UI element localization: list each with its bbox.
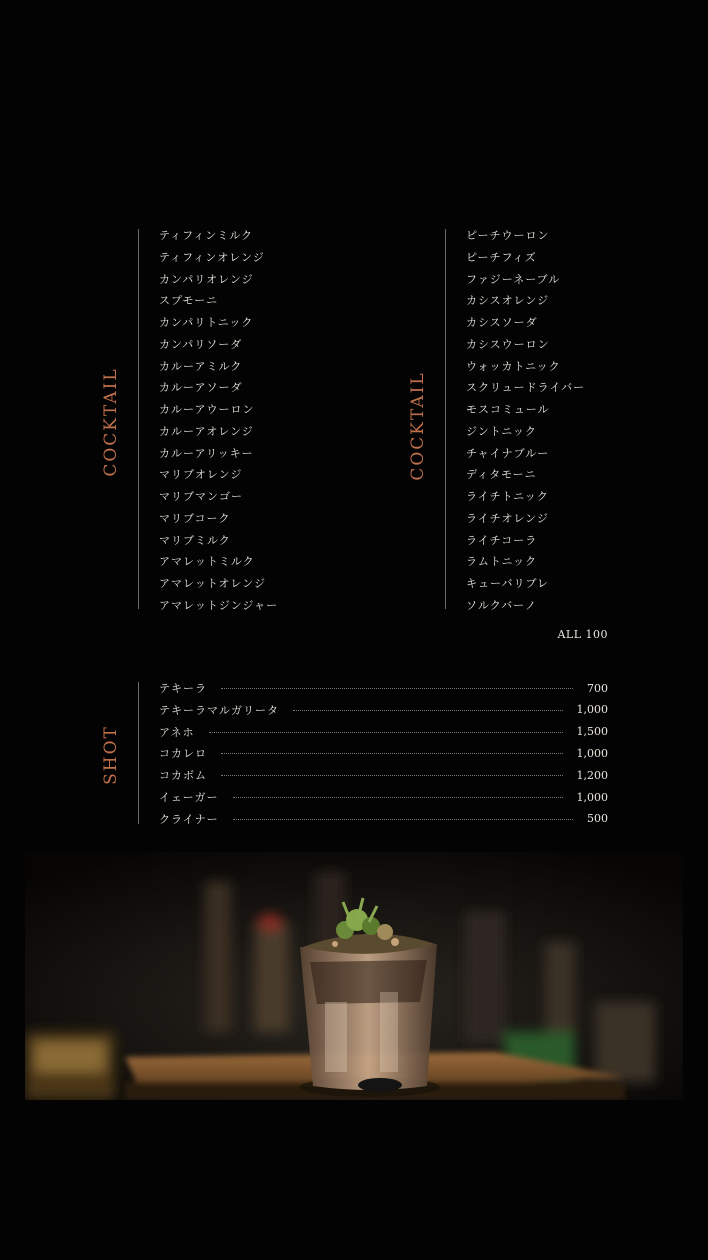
menu-item: マリブオレンジ (159, 468, 243, 482)
dotted-leader (221, 752, 563, 754)
shot-name: テキーラ (159, 682, 207, 695)
cocktail-right-label: COCKTAIL (408, 371, 428, 481)
dotted-leader (233, 796, 563, 798)
menu-item: ライチオレンジ (466, 511, 549, 525)
shot-row (159, 765, 608, 785)
shot-name: テキーラマルガリータ (159, 703, 279, 717)
dotted-leader (293, 709, 563, 711)
shot-label: SHOT (101, 725, 121, 785)
cocktail-right-list (466, 225, 585, 617)
cocktail-price: ALL 100 (557, 628, 608, 641)
menu-item: ライチコーラ (466, 533, 538, 547)
menu-item: ウォッカトニック (466, 359, 561, 373)
shot-price: 1,000 (576, 703, 608, 717)
shot-price: 1,200 (576, 768, 608, 782)
menu-item: ピーチフィズ (466, 250, 537, 264)
menu-item: カルーアリッキー (159, 446, 254, 460)
menu-item: カシスソーダ (466, 316, 538, 329)
cocktail-glass-photo (25, 852, 683, 1100)
shot-price: 1,000 (576, 746, 608, 760)
menu-item: カンパリトニック (159, 316, 254, 329)
shot-price: 1,500 (576, 725, 608, 739)
menu-item: カンパリオレンジ (159, 272, 254, 286)
shot-price: 700 (587, 681, 608, 695)
shot-name: コカボム (159, 769, 207, 783)
dotted-leader (209, 731, 563, 733)
dotted-leader (221, 774, 563, 776)
shot-row (159, 809, 608, 829)
menu-item: アマレットジンジャー (159, 598, 279, 612)
menu-item: ディタモーニ (466, 468, 537, 482)
cocktail-right-divider (445, 229, 446, 609)
menu-item: カルーアオレンジ (159, 424, 254, 438)
menu-item: ライチトニック (466, 490, 549, 503)
menu-item: モスコミュール (466, 403, 550, 416)
menu-item: スプモーニ (159, 294, 219, 308)
shot-row (159, 787, 608, 807)
shot-row (159, 700, 608, 720)
menu-item: カルーアウーロン (159, 403, 255, 416)
cocktail-left-divider (138, 229, 139, 609)
menu-item: チャイナブルー (466, 446, 550, 460)
shot-price: 1,000 (576, 790, 608, 804)
menu-item: カシスウーロン (466, 337, 550, 351)
menu-item: マリブコーク (159, 511, 231, 525)
photo-illustration (25, 852, 683, 1100)
menu-item: ラムトニック (466, 555, 538, 569)
menu-item: アマレットミルク (159, 555, 255, 569)
shot-name: クライナー (159, 812, 219, 826)
menu-item: カルーアミルク (159, 359, 243, 373)
shot-price: 500 (587, 812, 608, 826)
menu-item: ジントニック (466, 424, 537, 438)
menu-item: カルーアソーダ (159, 381, 243, 395)
shot-name: アネホ (159, 725, 195, 739)
dotted-leader (221, 687, 573, 689)
menu-item: マリブマンゴー (159, 490, 243, 503)
shot-divider (138, 682, 139, 824)
menu-item: ソルクバーノ (466, 598, 537, 612)
shot-name: イェーガー (159, 791, 219, 804)
menu-item: スクリュードライバー (466, 381, 586, 395)
menu-item: ティフィンミルク (159, 229, 254, 242)
menu-item: マリブミルク (159, 533, 231, 547)
menu-item: キューバリブレ (466, 577, 550, 590)
shot-row (159, 722, 608, 742)
menu-item: カシスオレンジ (466, 294, 550, 308)
shot-row (159, 678, 608, 698)
shot-row (159, 743, 608, 763)
cocktail-left-list (159, 225, 278, 617)
cocktail-left-label: COCKTAIL (101, 367, 121, 477)
menu-item: アマレットオレンジ (159, 577, 267, 590)
menu-item: ピーチウーロン (466, 229, 550, 242)
menu-item: ファジーネーブル (466, 272, 561, 286)
menu-item: カンパリソーダ (159, 337, 243, 351)
shot-name: コカレロ (159, 747, 207, 761)
dotted-leader (233, 818, 573, 820)
menu-item: ティフィンオレンジ (159, 250, 265, 264)
